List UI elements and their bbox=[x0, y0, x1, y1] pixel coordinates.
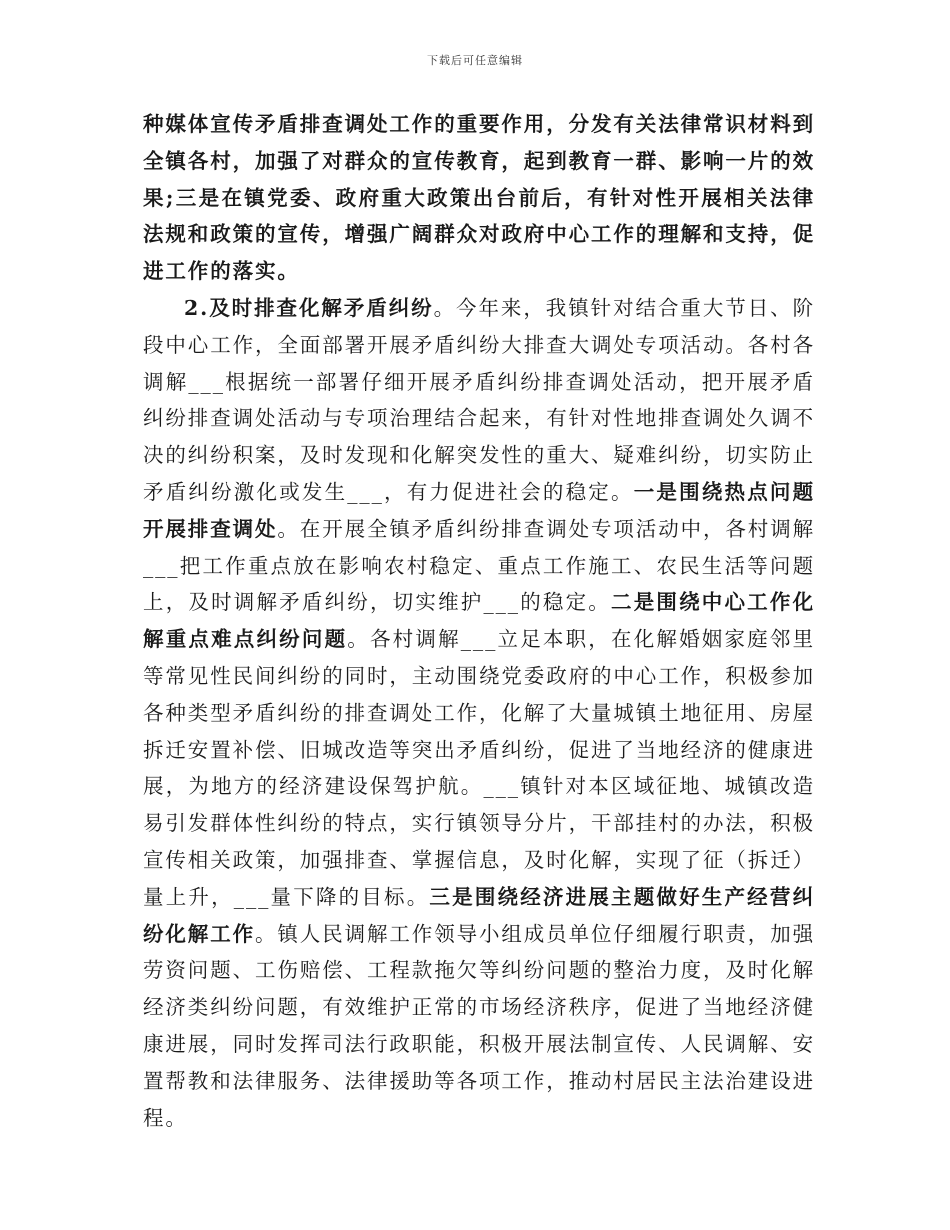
paragraph-dispute-resolution bbox=[143, 290, 815, 1136]
document-body bbox=[143, 106, 815, 1136]
paragraph-text: 。各村调解___立足本职，在化解婚姻家庭邻里等常见性民间纠纷的同时，主动围绕党委政府的中心工作，积极参加各种类型矛盾纠纷的排查调处工作，化解了大量城镇土地征用、房屋拆迁安置补偿、旧城改造等突出矛盾纠纷，促进了当地经济的健康进展，为地方的经济建设保驾护航。___镇针对本区域征地、城镇改造易引发群体性纠纷的特点，实行镇领导分片，干部挂村的办法，积极宣传相关政策，加强排查、掌握信息，及时化解，实现了征（拆迁）量上升，___量下降的目标。 bbox=[143, 627, 815, 909]
point-two-heading: 二是围绕中心工作化解重点难点纠纷问题 bbox=[143, 590, 815, 652]
paragraph-text: 。镇人民调解工作领导小组成员单位仔细履行职责，加强劳资问题、工伤赔偿、工程款拖欠等纠纷问题的整治力度，及时化解经济类纠纷问题，有效维护正常的市场经济秩序，促进了当地经济健康进展，同时发挥司法行政职能，积极开展法制宣传、人民调解、安置帮教和法律服务、法律援助等各项工作，推动村居民主法治建设进程。 bbox=[143, 921, 815, 1130]
point-one-heading: 一是围绕热点问题开展排查调处 bbox=[143, 479, 816, 541]
section-heading: 2.及时排查化解矛盾纠纷 bbox=[184, 295, 434, 320]
paragraph-text: 。在开展全镇矛盾纠纷排查调处专项活动中，各村调解___把工作重点放在影响农村稳定、重点工作施工、农民生活等问题上，及时调解矛盾纠纷，切实维护___的稳定。 bbox=[143, 516, 816, 615]
paragraph-text: 。今年来，我镇针对结合重大节日、阶段中心工作，全面部署开展矛盾纠纷大排查大调处专项活动。各村各调解___根据统一部署仔细开展矛盾纠纷排查调处活动，把开展矛盾纠纷排查调处活动与专项治理结合起来，有针对性地排查调处久调不决的纠纷积案，及时发现和化解突发性的重大、疑难纠纷，切实防止矛盾纠纷激化或发生___，有力促进社会的稳定。 bbox=[143, 295, 815, 504]
point-three-heading: 三是围绕经济进展主题做好生产经营纠纷化解工作 bbox=[143, 884, 815, 946]
page-header-note: 下载后可任意编辑 bbox=[427, 54, 523, 67]
paragraph-publicity: 种媒体宣传矛盾排查调处工作的重要作用，分发有关法律常识材料到全镇各村，加强了对群众的宣传教育，起到教育一群、影响一片的效果;三是在镇党委、政府重大政策出台前后，有针对性开展相关法律法规和政策的宣传，增强广阔群众对政府中心工作的理解和支持，促进工作的落实。 bbox=[143, 112, 815, 284]
